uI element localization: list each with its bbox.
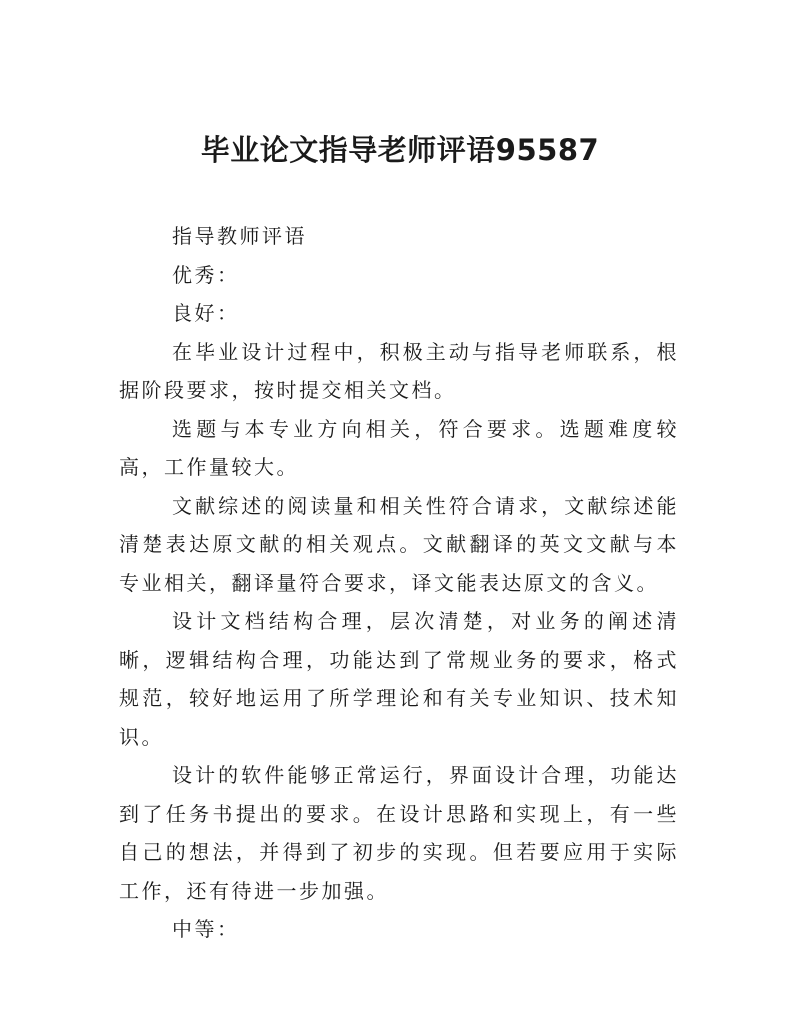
document-body (119, 217, 679, 949)
document-title: 毕业论文指导老师评语95587 (200, 133, 600, 167)
comment-paragraph: 在毕业设计过程中，积极主动与指导老师联系，根据阶段要求，按时提交相关文档。 (119, 339, 679, 402)
grade-excellent-label: 优秀： (172, 262, 240, 287)
grade-medium-label: 中等： (172, 917, 240, 941)
heading-advisor-comment: 指导教师评语 (172, 224, 307, 248)
comment-paragraph: 文献综述的阅读量和相关性符合请求，文献综述能清楚表达原文献的相关观点。文献翻译的英文文献与本专业相关，翻译量符合要求，译文能表达原文的含义。 (119, 493, 679, 595)
grade-good-label: 良好： (172, 301, 240, 325)
comment-paragraph: 设计文档结构合理，层次清楚，对业务的阐述清晰，逻辑结构合理，功能达到了常规业务的要求，格式规范，较好地运用了所学理论和有关专业知识、技术知识。 (119, 609, 679, 749)
comment-paragraph: 选题与本专业方向相关，符合要求。选题难度较高，工作量较大。 (119, 416, 679, 479)
comment-paragraph: 设计的软件能够正常运行，界面设计合理，功能达到了任务书提出的要求。在设计思路和实现上，有一些自己的想法，并得到了初步的实现。但若要应用于实际工作，还有待进一步加强。 (119, 763, 679, 903)
